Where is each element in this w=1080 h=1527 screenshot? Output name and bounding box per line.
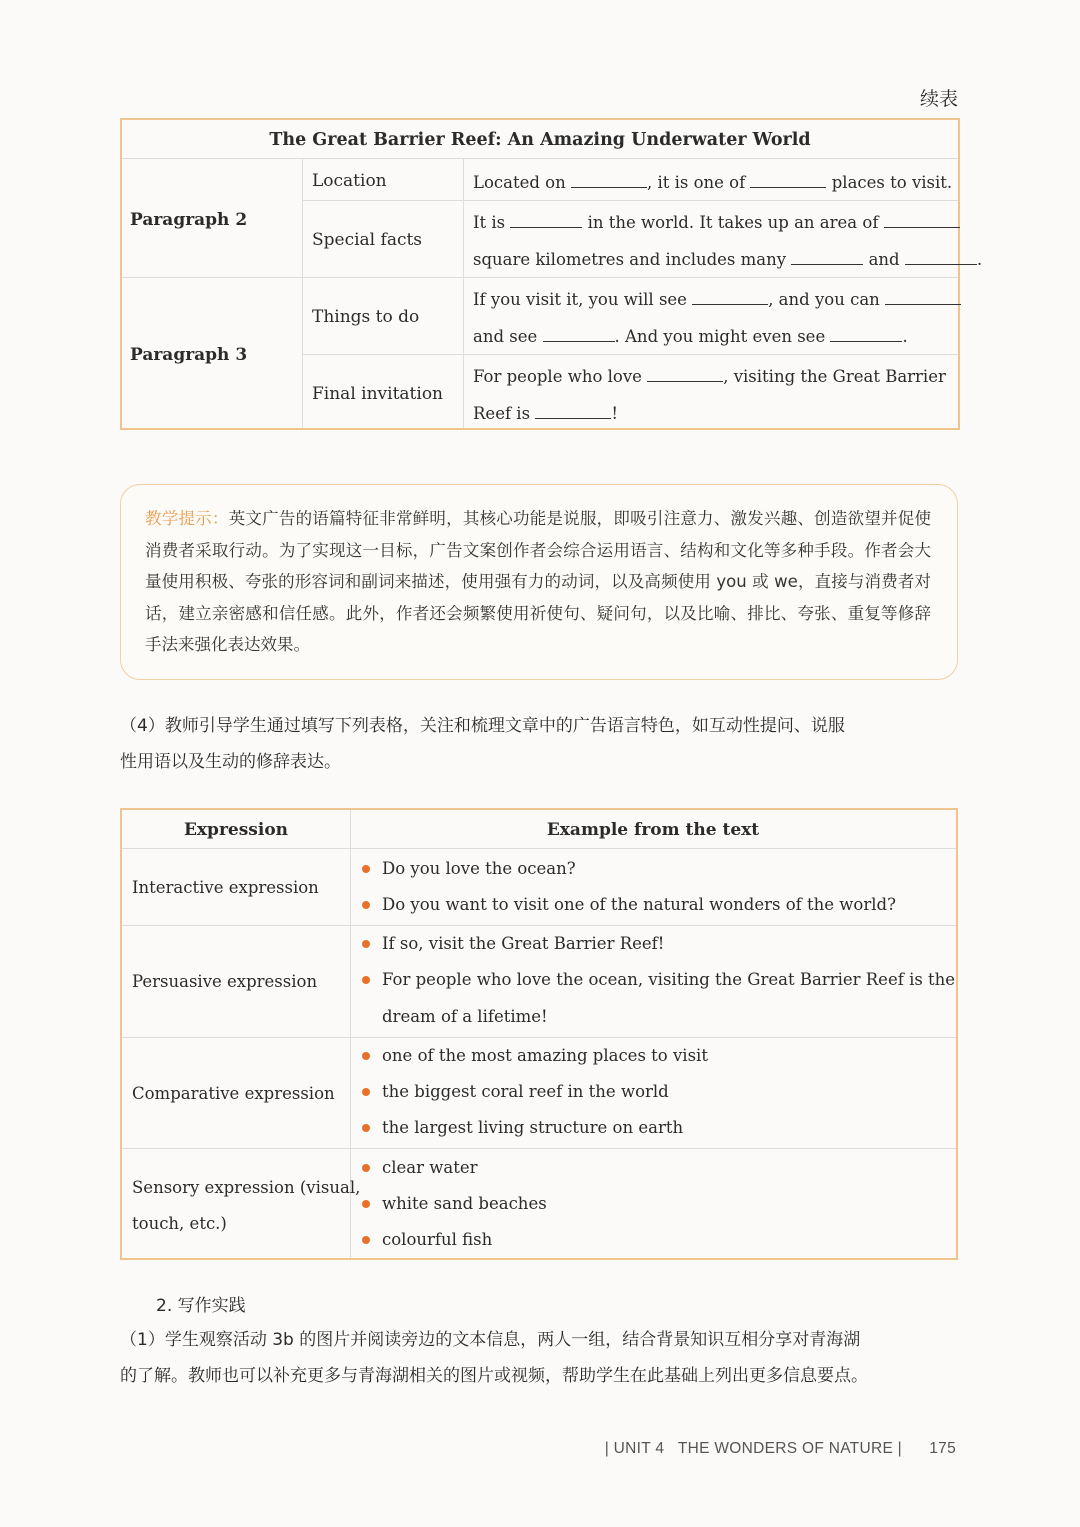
- bullet-icon: [362, 1052, 370, 1060]
- activity-4-paragraph: （4）教师引导学生通过填写下列表格，关注和梳理文章中的广告语言特色，如互动性提问、说服 性用语以及生动的修辞表达。: [120, 716, 845, 772]
- things-to-do-line2: and see . And you might even see .: [473, 327, 908, 346]
- bullet-icon: [362, 865, 370, 873]
- example-item: white sand beaches: [362, 1194, 547, 1213]
- location-label: Location: [312, 171, 387, 191]
- example-item: clear water: [362, 1158, 478, 1177]
- special-facts-label: Special facts: [312, 230, 423, 250]
- things-to-do-line1: If you visit it, you will see , and you can: [473, 288, 961, 309]
- section-2-heading: 2. 写作实践: [156, 1296, 246, 1316]
- bullet-icon: [362, 901, 370, 909]
- bullet-icon: [362, 1236, 370, 1244]
- bullet-icon: [362, 976, 370, 984]
- expression-cell: Interactive expression: [132, 878, 319, 897]
- unit-title: | UNIT 4 THE WONDERS OF NATURE |: [604, 1440, 903, 1457]
- example-item: For people who love the ocean, visiting the Great Barrier Reef is the: [362, 970, 955, 989]
- example-item: colourful fish: [362, 1230, 492, 1249]
- example-item: Do you want to visit one of the natural wonders of the world?: [362, 895, 896, 914]
- special-facts-line1: It is in the world. It takes up an area of: [473, 211, 960, 232]
- teaching-tip-label: 教学提示：: [145, 509, 229, 528]
- expression-cell-line2: touch, etc.): [132, 1214, 227, 1233]
- location-text: Located on , it is one of places to visit.: [473, 173, 953, 192]
- page-footer: [605, 1440, 956, 1458]
- example-item: If so, visit the Great Barrier Reef!: [362, 934, 664, 953]
- things-to-do-label: Things to do: [312, 307, 420, 327]
- special-facts-line2: square kilometres and includes many and .: [473, 250, 983, 269]
- example-item: the biggest coral reef in the world: [362, 1082, 669, 1101]
- expression-cell: Persuasive expression: [132, 972, 318, 991]
- expression-cell: Comparative expression: [132, 1084, 335, 1103]
- bullet-icon: [362, 1088, 370, 1096]
- table-title: The Great Barrier Reef: An Amazing Underwater World: [269, 130, 811, 150]
- example-item: Do you love the ocean?: [362, 859, 576, 878]
- header-example: Example from the text: [546, 820, 760, 840]
- example-item: the largest living structure on earth: [362, 1118, 683, 1137]
- final-invitation-label: Final invitation: [312, 384, 444, 404]
- section-2-paragraph: （1）学生观察活动 3b 的图片并阅读旁边的文本信息，两人一组，结合背景知识互相分享对青海湖 的了解。教师也可以补充更多与青海湖相关的图片或视频，帮助学生在此基础上列出更多信息要点。: [120, 1330, 868, 1386]
- header-expression: Expression: [183, 820, 289, 840]
- reef-table: [120, 118, 983, 430]
- continuation-label: 续表: [919, 88, 958, 110]
- example-item: one of the most amazing places to visit: [362, 1046, 708, 1065]
- bullet-icon: [362, 1164, 370, 1172]
- example-item-continuation: dream of a lifetime!: [382, 1007, 548, 1026]
- paragraph-3-label: Paragraph 3: [130, 345, 248, 365]
- teaching-tip-box: [120, 484, 958, 680]
- teaching-tip-text: 教学提示：英文广告的语篇特征非常鲜明，其核心功能是说服，即吸引注意力、激发兴趣、创造欲望并促使消费者采取行动。为了实现这一目标，广告文案创作者会综合运用语言、结构和文化等多种手段。作者会大量使用积极、夸张的形容词和副词来描述，使用强有力的动词，以及高频使用 you 或 we，直接与消费者对话，建立亲密感和信任感。此外，作者还会频繁使用祈使句、疑问句，以及比喻、排比、夸张、重复等修辞手法来强化表达效果。: [145, 509, 932, 654]
- bullet-icon: [362, 1124, 370, 1132]
- expression-cell-line1: Sensory expression (visual,: [132, 1178, 361, 1197]
- bullet-icon: [362, 1200, 370, 1208]
- expression-table: [120, 808, 958, 1260]
- invitation-line1: For people who love , visiting the Great Barrier: [473, 367, 946, 386]
- page-number: 175: [929, 1440, 956, 1457]
- bullet-icon: [362, 940, 370, 948]
- invitation-line2: Reef is !: [473, 404, 618, 423]
- paragraph-2-label: Paragraph 2: [130, 210, 248, 230]
